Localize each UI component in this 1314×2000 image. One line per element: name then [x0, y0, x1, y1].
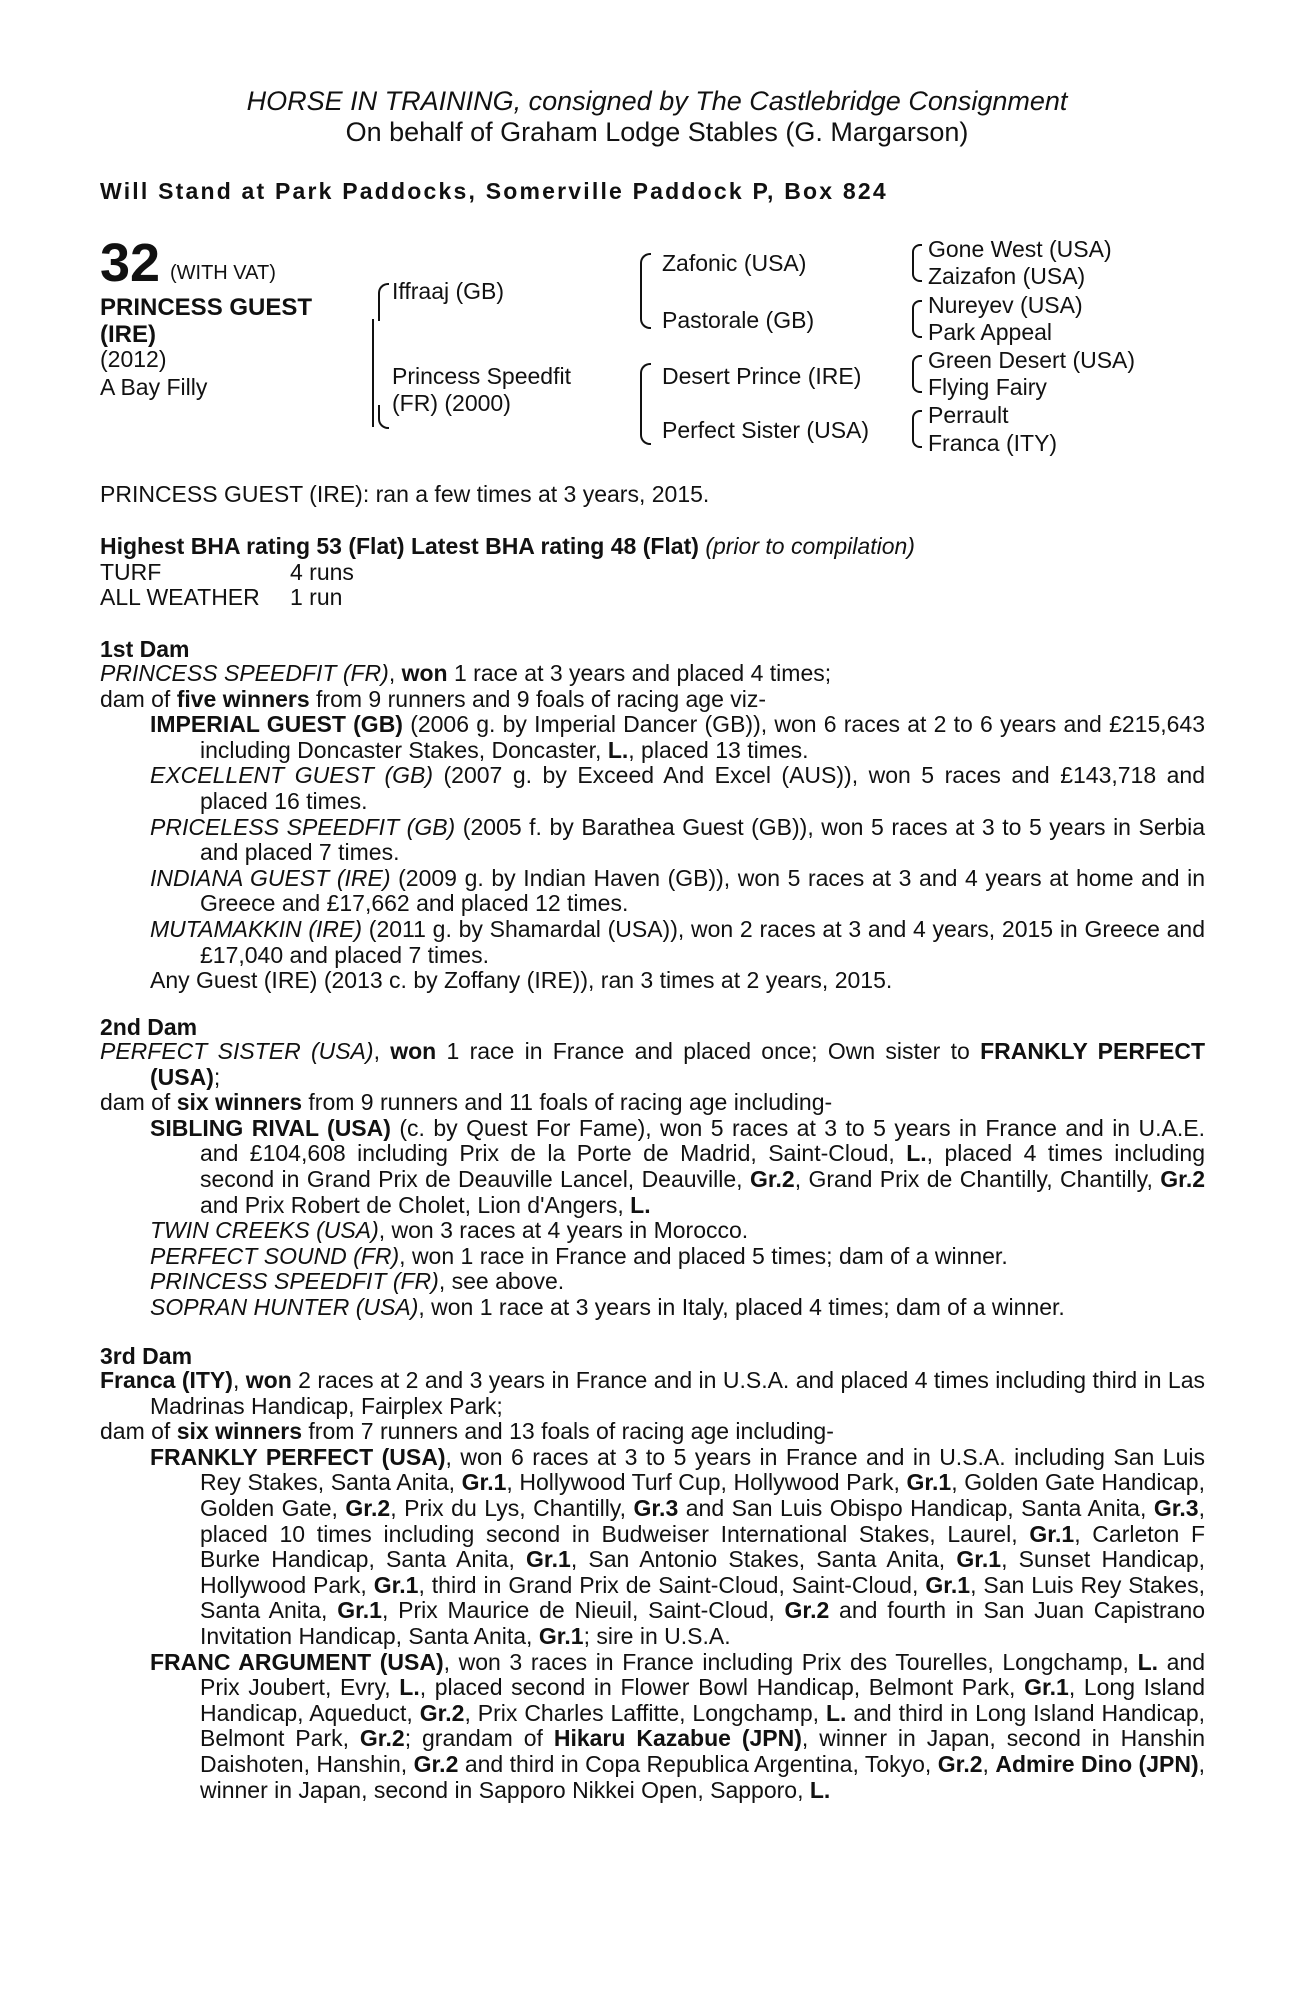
offspring-text: , won 3 races in France including Prix des Tourelles, Longchamp,	[443, 1648, 1129, 1675]
offspring-any-guest: Any Guest (IRE) (2013 c. by Zoffany (IRE)), ran 3 times at 2 years, 2015.	[150, 967, 893, 994]
offspring-name: PERFECT SOUND (FR)	[150, 1242, 400, 1269]
horse-name	[100, 294, 360, 348]
grade-label: Gr.2	[1160, 1165, 1206, 1192]
offspring-text: , Carleton F Burke Handicap, Santa Anita,	[200, 1520, 1206, 1573]
intro-text: ;	[213, 1063, 221, 1090]
grade-label: Gr.2	[419, 1699, 465, 1726]
offspring-name: PRINCESS SPEEDFIT (FR)	[150, 1268, 439, 1295]
aw-value: 1 run	[290, 584, 343, 611]
offspring-text: , won 6 races at 3 to 5 years in France and in U.S.A. including San Luis Rey Stakes, Santa Anita,	[200, 1443, 1205, 1496]
offspring-text: , San Antonio Stakes, Santa Anita,	[570, 1546, 946, 1573]
grade-label: Gr.1	[526, 1546, 571, 1573]
dam-dam: Perfect Sister (USA)	[662, 417, 870, 443]
listed-label: L.	[809, 1776, 831, 1803]
listed-label: L.	[906, 1140, 927, 1167]
offspring-text: (2009 g. by Indian Haven (GB)), won 5 races at 3 and 4 years at home and in Greece and £17,662 and placed 12 times.	[200, 864, 1206, 917]
offspring-text: , Long Island Handicap, Aqueduct,	[200, 1674, 1206, 1726]
offspring-text: , placed 10 times including second in Budweiser International Stakes, Laurel,	[200, 1494, 1205, 1547]
grade-label: Gr.2	[345, 1494, 391, 1521]
offspring-name: EXCELLENT GUEST (GB)	[150, 762, 433, 789]
grade-label: Gr.2	[413, 1750, 459, 1777]
offspring-text: , Hollywood Turf Cup, Hollywood Park,	[506, 1469, 900, 1496]
offspring-text: ; sire in U.S.A.	[583, 1622, 731, 1649]
offspring-imperial-guest	[150, 712, 1205, 763]
offspring-text: , Prix du Lys, Chantilly,	[390, 1494, 626, 1521]
third-dam-title: 3rd Dam	[100, 1343, 193, 1369]
listed-label: L.	[1137, 1648, 1159, 1675]
grade-label: Gr.3	[633, 1494, 679, 1521]
third-dam-produce-line	[100, 1419, 1205, 1445]
horse-name-line2: (IRE)	[100, 321, 156, 348]
bracket-g1	[912, 244, 922, 282]
grade-label: Gr.2	[359, 1725, 405, 1752]
offspring-excellent-guest	[150, 763, 1205, 814]
offspring-name: SIBLING RIVAL (USA)	[150, 1114, 391, 1141]
offspring-text: ,	[982, 1750, 989, 1777]
offspring-name: TWIN CREEKS (USA)	[150, 1217, 379, 1244]
latest-rating: Latest BHA rating 48 (Flat)	[410, 533, 699, 559]
offspring-text: , placed 13 times.	[628, 736, 809, 763]
third-dam-intro: Franca (ITY), won 2 races at 2 and 3 years in France and in U.S.A. and placed 4 times including third in Las Madrinas Handicap, Fairplex Park;	[100, 1367, 1206, 1419]
listed-label: L.	[630, 1191, 651, 1218]
first-dam-block	[100, 661, 1205, 994]
sire-name: Iffraaj (GB)	[392, 278, 505, 304]
grade-label: Gr.1	[373, 1571, 419, 1598]
sister-name: FRANKLY PERFECT (USA)	[150, 1038, 1206, 1090]
dam-of: dam of	[100, 685, 171, 712]
grade-label: Gr.3	[1153, 1494, 1199, 1521]
offspring-text: , Golden Gate Handicap, Golden Gate,	[200, 1469, 1205, 1521]
offspring-text: and San Luis Obispo Handicap, Santa Anita,	[685, 1494, 1147, 1521]
sire-dam: Pastorale (GB)	[662, 307, 815, 333]
dam-sire: Desert Prince (IRE)	[662, 363, 862, 389]
intro-text: 1 race in France and placed once; Own sister to	[446, 1038, 970, 1064]
listed-label: L.	[825, 1699, 847, 1726]
offspring-text: (2007 g. by Exceed And Excel (AUS)), won 5 races and £143,718 and placed 16 times.	[200, 762, 1205, 814]
consignor-heading: HORSE IN TRAINING, consigned by The Castlebridge Consignment	[246, 86, 1068, 116]
offspring-name: INDIANA GUEST (IRE)	[150, 864, 391, 891]
third-dam-block	[100, 1368, 1205, 1803]
offspring-name: MUTAMAKKIN (IRE)	[150, 915, 363, 942]
offspring-mutamakkin	[150, 917, 1205, 968]
offspring-frankly-perfect	[150, 1445, 1205, 1650]
offspring-indiana-guest	[150, 866, 1205, 917]
ratings-block	[100, 534, 1205, 611]
racing-summary: PRINCESS GUEST (IRE): ran a few times at 3 years, 2015.	[100, 481, 710, 507]
offspring-sopran-hunter	[150, 1295, 1205, 1321]
bracket-g3	[912, 355, 922, 393]
offspring-text: , winner in Japan, second in Hanshin Daishoten, Hanshin,	[200, 1725, 1206, 1777]
runners-text: from 7 runners and 13 foals of racing age including-	[308, 1418, 834, 1445]
grade-label: Gr.1	[538, 1622, 584, 1649]
offspring-text: and third in Copa Republica Argentina, Tokyo,	[464, 1750, 932, 1777]
offspring-name: IMPERIAL GUEST (GB)	[150, 711, 403, 738]
all-weather-runs	[100, 585, 1205, 611]
offspring-text: (c. by Quest For Fame), won 5 races at 3 to 5 years in France and in U.A.E. and £104,608 including Prix de la Porte de Madrid, Saint-Cloud,	[200, 1114, 1205, 1167]
grandoffspring-name: Admire Dino (JPN)	[995, 1750, 1199, 1777]
second-dam-name: PERFECT SISTER (USA)	[100, 1038, 374, 1064]
stand-location: Will Stand at Park Paddocks, Somerville Paddock P, Box 824	[100, 178, 888, 204]
grade-label: Gr.1	[337, 1597, 382, 1624]
offspring-text: and fourth in San Juan Capistrano Invitation Handicap, Santa Anita,	[200, 1597, 1206, 1649]
first-dam-name: PRINCESS SPEEDFIT (FR)	[100, 660, 389, 686]
bracket-dam-parents	[640, 363, 651, 445]
runners-text: from 9 runners and 11 foals of racing age including-	[308, 1089, 833, 1116]
offspring-text: , third in Grand Prix de Saint-Cloud, Saint-Cloud,	[418, 1571, 919, 1598]
offspring-text: , placed 4 times including second in Grand Prix de Deauville Lancel, Deauville,	[200, 1140, 1206, 1192]
grandsire-3: Green Desert (USA)	[928, 347, 1136, 373]
offspring-text: and Prix Robert de Cholet, Lion d'Angers,	[200, 1191, 624, 1218]
offspring-text: , Prix Charles Laffitte, Longchamp,	[464, 1699, 820, 1726]
ratings-note: (prior to compilation)	[705, 533, 915, 559]
offspring-text: (2005 f. by Barathea Guest (GB)), won 5 races at 3 to 5 years in Serbia and placed 7 times.	[200, 813, 1206, 866]
grandsire-2: Nureyev (USA)	[928, 292, 1083, 318]
offspring-text: , Sunset Handicap, Hollywood Park,	[200, 1546, 1206, 1598]
bracket-g4	[912, 410, 922, 448]
offspring-text: , won 3 races at 4 years in Morocco.	[378, 1217, 749, 1244]
winners-count: six winners	[176, 1418, 302, 1445]
offspring-text: , Prix Maurice de Nieuil, Saint-Cloud,	[381, 1597, 775, 1624]
offspring-text: and Prix Joubert, Evry,	[200, 1648, 1206, 1701]
bracket-sire-parents	[640, 253, 651, 329]
grandsire-4: Perrault	[928, 402, 1009, 428]
offspring-text: and third in Long Island Handicap, Belmont Park,	[200, 1699, 1206, 1752]
third-dam-name: Franca (ITY)	[100, 1367, 233, 1393]
grade-label: Gr.1	[1029, 1520, 1075, 1547]
intro-text: 1 race at 3 years and placed 4 times;	[453, 660, 832, 686]
granddam-3: Flying Fairy	[928, 374, 1047, 400]
offspring-text: , Grand Prix de Chantilly, Chantilly,	[794, 1165, 1153, 1192]
dam-name: Princess Speedfit (FR) (2000)	[392, 363, 571, 416]
ratings-line	[100, 534, 1205, 560]
second-dam-block	[100, 1039, 1205, 1321]
vendor-heading: On behalf of Graham Lodge Stables (G. Margarson)	[345, 117, 969, 147]
second-dam-intro: PERFECT SISTER (USA), won 1 race in France and placed once; Own sister to FRANKLY PERFECT (USA);	[100, 1038, 1206, 1090]
winners-count: six winners	[176, 1089, 302, 1116]
grade-label: Gr.2	[749, 1165, 795, 1192]
grandsire-1: Gone West (USA)	[928, 236, 1112, 262]
bracket-g2	[912, 300, 922, 338]
won-label: won	[245, 1367, 292, 1393]
offspring-text: , San Luis Rey Stakes, Santa Anita,	[200, 1571, 1205, 1624]
offspring-text: ; grandam of	[404, 1725, 543, 1752]
offspring-twin-creeks	[150, 1218, 1205, 1244]
second-dam-title: 2nd Dam	[100, 1014, 198, 1040]
grade-label: Gr.2	[937, 1750, 983, 1777]
turf-label: TURF	[100, 558, 162, 585]
turf-runs	[100, 560, 1205, 586]
horse-description: A Bay Filly	[100, 374, 208, 400]
horse-name-line1: PRINCESS GUEST	[100, 294, 313, 321]
highest-rating: Highest BHA rating 53 (Flat)	[100, 533, 405, 559]
listed-label: L.	[607, 736, 629, 763]
turf-value: 4 runs	[290, 558, 354, 585]
offspring-franc-argument	[150, 1650, 1205, 1804]
aw-label: ALL WEATHER	[100, 584, 260, 611]
runners-text: from 9 runners and 9 foals of racing age viz-	[316, 685, 767, 712]
offspring-text: , winner in Japan, second in Sapporo Nikkei Open, Sapporo,	[200, 1750, 1206, 1803]
grade-label: Gr.2	[784, 1597, 830, 1624]
grade-label: Gr.1	[925, 1571, 971, 1598]
foaling-year: (2012)	[100, 346, 167, 372]
offspring-text: (2006 g. by Imperial Dancer (GB)), won 6 races at 2 to 6 years and £215,643 including Doncaster Stakes, Doncaster,	[200, 711, 1205, 763]
vat-note: (WITH VAT)	[170, 262, 276, 284]
grandoffspring-name: Hikaru Kazabue (JPN)	[553, 1725, 802, 1752]
grade-label: Gr.1	[1024, 1674, 1069, 1701]
winners-count: five winners	[176, 685, 310, 712]
sire-sire: Zafonic (USA)	[662, 250, 807, 276]
first-dam-produce-line	[100, 687, 1205, 713]
offspring-text: , see above.	[438, 1268, 565, 1295]
offspring-text: , won 1 race in France and placed 5 times; dam of a winner.	[399, 1242, 1008, 1269]
granddam-4: Franca (ITY)	[928, 430, 1058, 456]
granddam-1: Zaizafon (USA)	[928, 263, 1086, 289]
bracket-sire	[378, 283, 389, 321]
offspring-text: , won 1 race at 3 years in Italy, placed 4 times; dam of a winner.	[418, 1293, 1065, 1320]
offspring-text: , placed second in Flower Bowl Handicap, Belmont Park,	[419, 1674, 1016, 1701]
offspring-name: FRANKLY PERFECT (USA)	[150, 1443, 446, 1470]
offspring-text: (2011 g. by Shamardal (USA)), won 2 races at 3 and 4 years, 2015 in Greece and £17,040 and placed 7 times.	[200, 915, 1206, 968]
grade-label: Gr.1	[461, 1469, 507, 1496]
grade-label: Gr.1	[956, 1546, 1002, 1573]
won-label: won	[390, 1038, 437, 1064]
grade-label: Gr.1	[906, 1469, 952, 1496]
offspring-princess-speedfit	[150, 1269, 1205, 1295]
offspring-name: SOPRAN HUNTER (USA)	[150, 1293, 419, 1320]
first-dam-title: 1st Dam	[100, 636, 190, 662]
dam-of: dam of	[100, 1089, 171, 1116]
listed-label: L.	[399, 1674, 420, 1701]
first-dam-intro: PRINCESS SPEEDFIT (FR), won 1 race at 3 years and placed 4 times;	[100, 660, 832, 686]
won-label: won	[401, 660, 448, 686]
offspring-name: FRANC ARGUMENT (USA)	[150, 1648, 444, 1675]
second-dam-produce-line	[100, 1090, 1205, 1116]
offspring-priceless-speedfit	[150, 815, 1205, 866]
dam-of: dam of	[100, 1418, 171, 1445]
granddam-2: Park Appeal	[928, 319, 1053, 345]
offspring-name: PRICELESS SPEEDFIT (GB)	[150, 813, 456, 840]
offspring-sibling-rival	[150, 1116, 1205, 1218]
offspring-perfect-sound	[150, 1244, 1205, 1270]
lot-number: 32	[100, 233, 161, 293]
bracket-dam-end	[378, 405, 389, 429]
intro-text: 2 races at 2 and 3 years in France and in U.S.A. and placed 4 times including third in Las Madrinas Handicap, Fairplex Park;	[150, 1367, 1206, 1419]
